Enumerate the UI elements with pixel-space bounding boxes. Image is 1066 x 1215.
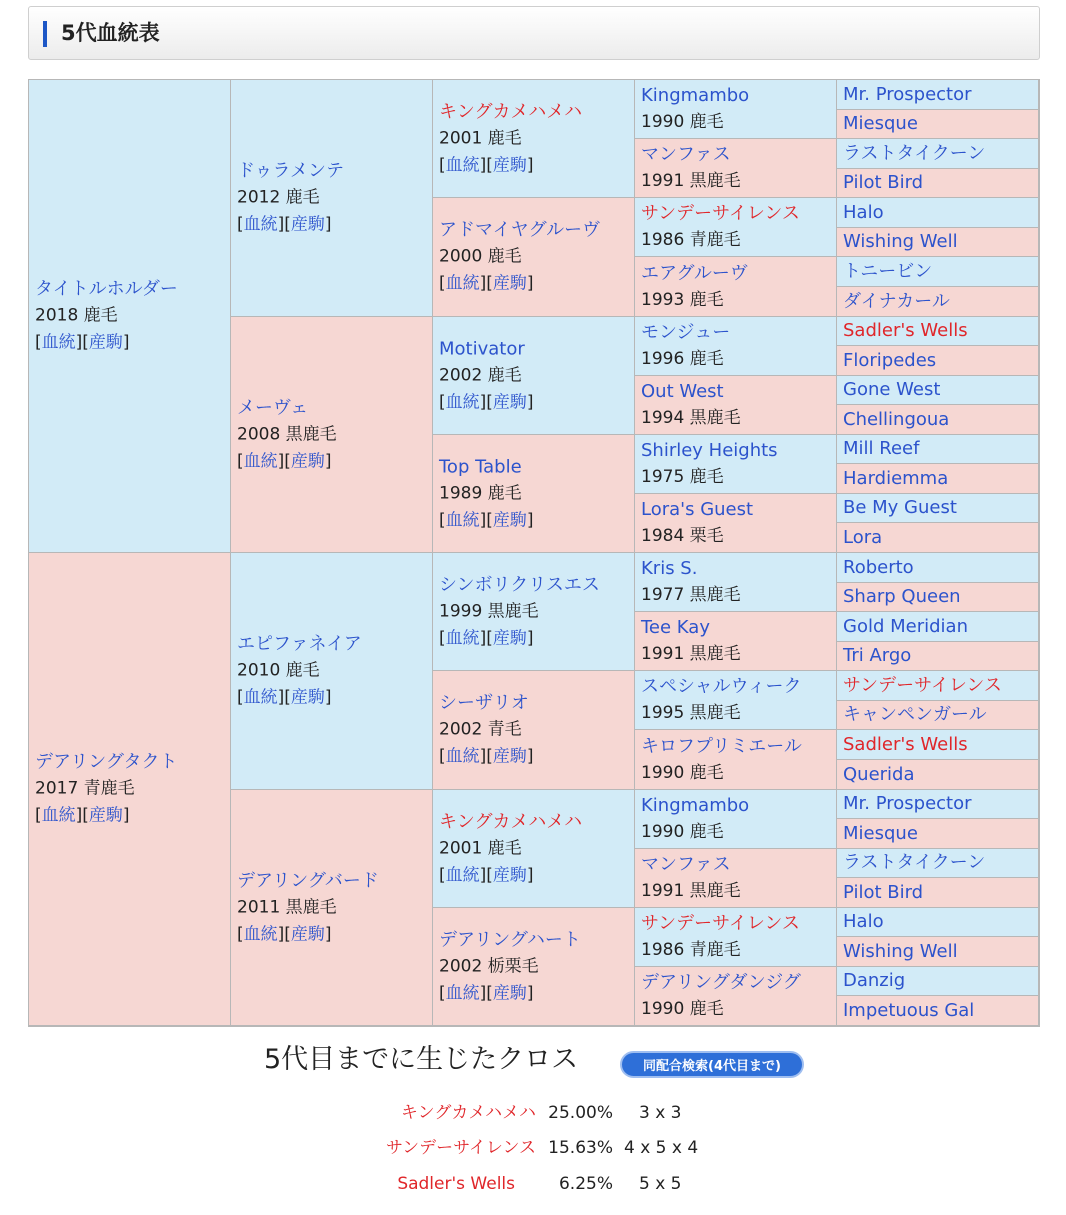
horse-entry xyxy=(35,276,226,357)
pedigree-cell xyxy=(837,553,1039,583)
horse-name-link[interactable]: タイトルホルダー xyxy=(35,278,178,300)
horse-name-link[interactable]: Roberto xyxy=(843,556,914,578)
pedigree-cell xyxy=(837,139,1039,169)
section-header xyxy=(28,6,1040,60)
horse-name-link[interactable]: Be My Guest xyxy=(843,497,957,518)
horse-entry xyxy=(843,113,1034,135)
pedigree-cell xyxy=(837,583,1039,612)
pedigree-cell xyxy=(837,996,1039,1026)
horse-name-link[interactable]: Querida xyxy=(843,763,915,785)
horse-entry xyxy=(843,202,1034,224)
horse-birth-info: 2002 鹿毛 xyxy=(439,365,522,385)
horse-name-link[interactable]: Hardiemma xyxy=(843,467,949,489)
pedigree-cell xyxy=(837,908,1039,937)
horse-entry xyxy=(843,468,1034,490)
horse-name-link[interactable]: アドマイヤグルーヴ xyxy=(439,219,601,241)
horse-entry xyxy=(843,882,1034,904)
horse-name-link[interactable]: Sharp Queen xyxy=(843,586,961,607)
horse-birth-info: 2008 黒鹿毛 xyxy=(237,424,337,444)
horse-name-link[interactable]: Mr. Prospector xyxy=(843,83,972,105)
cross-horse-name[interactable]: キングカメハメハ xyxy=(400,1103,536,1123)
horse-name-link[interactable]: Pilot Bird xyxy=(843,881,924,903)
horse-name-link[interactable]: シンボリクリスエス xyxy=(439,574,600,595)
pedigree-cell xyxy=(29,80,231,553)
horse-entry xyxy=(439,808,630,889)
horse-name-link[interactable]: キロフプリミエール xyxy=(641,735,802,757)
horse-birth-info: 1996 鹿毛 xyxy=(641,349,724,369)
horse-name-link[interactable]: Wishing Well xyxy=(843,231,958,252)
horse-name-link[interactable]: キングカメハメハ xyxy=(439,101,583,122)
horse-name-link[interactable]: キャンペンガール xyxy=(843,704,987,725)
progeny-link[interactable]: 産駒 xyxy=(290,687,325,708)
horse-birth-info: 2002 栃栗毛 xyxy=(439,956,539,976)
cross-row xyxy=(0,1100,1066,1126)
pedigree-cell xyxy=(837,494,1039,523)
horse-entry xyxy=(641,911,832,963)
pedigree-cell xyxy=(635,553,837,612)
pedigree-cell xyxy=(635,139,837,198)
horse-name-link[interactable]: Mill Reef xyxy=(843,438,920,459)
pedigree-cell xyxy=(837,671,1039,701)
horse-entry xyxy=(641,615,832,667)
horse-entry xyxy=(843,1000,1034,1022)
pedigree-cell xyxy=(837,110,1039,139)
horse-entry xyxy=(843,527,1034,549)
pedigree-link[interactable]: 血統 xyxy=(243,451,278,471)
horse-entry xyxy=(843,409,1034,431)
progeny-link[interactable]: 産駒 xyxy=(88,332,123,353)
horse-entry xyxy=(843,586,1034,608)
horse-entry xyxy=(843,645,1034,667)
horse-birth-info: 2001 鹿毛 xyxy=(439,128,522,148)
progeny-link[interactable]: 産駒 xyxy=(492,983,527,1003)
pedigree-link[interactable]: 血統 xyxy=(445,510,480,530)
horse-entry xyxy=(641,379,832,431)
horse-entry xyxy=(843,557,1034,579)
pedigree-link[interactable]: 血統 xyxy=(445,392,480,412)
horse-links: [血統][産駒] xyxy=(439,510,534,530)
pedigree-cell xyxy=(837,287,1039,317)
horse-name-link[interactable]: エピファネイア xyxy=(237,633,362,655)
pedigree-cell xyxy=(635,612,837,671)
pedigree-cell xyxy=(231,317,433,553)
pedigree-link[interactable]: 血統 xyxy=(243,214,278,235)
pedigree-cell xyxy=(635,317,837,376)
horse-name-link[interactable]: Sadler's Wells xyxy=(843,320,968,341)
progeny-link[interactable]: 産駒 xyxy=(492,273,527,294)
horse-birth-info: 1986 青鹿毛 xyxy=(641,940,741,960)
pedigree-link[interactable]: 血統 xyxy=(445,273,480,294)
cross-generations: 3 x 3 xyxy=(639,1103,682,1123)
pedigree-link[interactable]: 血統 xyxy=(243,687,278,708)
pedigree-cell xyxy=(433,671,635,790)
progeny-link[interactable]: 産駒 xyxy=(492,746,527,767)
pedigree-cell xyxy=(433,435,635,553)
progeny-link[interactable]: 産駒 xyxy=(88,805,123,826)
horse-entry xyxy=(641,320,832,372)
horse-entry xyxy=(641,261,832,313)
horse-entry xyxy=(641,556,832,608)
pedigree-link[interactable]: 血統 xyxy=(445,628,480,648)
progeny-link[interactable]: 産駒 xyxy=(492,155,527,175)
horse-birth-info: 1990 鹿毛 xyxy=(641,822,724,842)
cross-horse-name[interactable]: サンデーサイレンス xyxy=(385,1138,536,1158)
horse-links: [血統][産駒] xyxy=(439,628,534,648)
horse-name-link[interactable]: メーヴェ xyxy=(237,397,309,418)
cross-percent: 15.63% xyxy=(548,1138,613,1158)
progeny-link[interactable]: 産駒 xyxy=(492,392,527,412)
pedigree-cell xyxy=(635,908,837,967)
horse-birth-info: 1994 黒鹿毛 xyxy=(641,408,741,428)
horse-name-link[interactable]: Sadler's Wells xyxy=(843,733,968,755)
pedigree-link[interactable]: 血統 xyxy=(41,805,76,826)
header-accent-bar xyxy=(43,21,47,47)
horse-entry xyxy=(641,734,832,786)
horse-name-link[interactable]: Pilot Bird xyxy=(843,172,924,193)
pedigree-cell xyxy=(837,730,1039,760)
horse-links: [血統][産駒] xyxy=(237,924,332,944)
pedigree-cell xyxy=(837,967,1039,996)
horse-name-link[interactable]: Tee Kay xyxy=(641,617,710,638)
horse-name-link[interactable]: マンファス xyxy=(641,144,731,165)
horse-links: [血統][産駒] xyxy=(35,805,130,826)
pedigree-link[interactable]: 血統 xyxy=(445,983,480,1003)
horse-entry xyxy=(641,852,832,904)
horse-birth-info: 1991 黒鹿毛 xyxy=(641,644,741,664)
progeny-link[interactable]: 産駒 xyxy=(492,510,527,530)
pedigree-cell xyxy=(837,228,1039,257)
horse-links: [血統][産駒] xyxy=(237,687,332,708)
horse-links: [血統][産駒] xyxy=(439,983,534,1003)
horse-name-link[interactable]: サンデーサイレンス xyxy=(843,674,1002,696)
horse-entry xyxy=(641,497,832,549)
horse-birth-info: 2000 鹿毛 xyxy=(439,246,522,267)
horse-birth-info: 1990 鹿毛 xyxy=(641,999,724,1019)
cross-row xyxy=(0,1171,1066,1197)
horse-entry xyxy=(641,142,832,194)
pedigree-cell xyxy=(433,80,635,198)
pedigree-cell xyxy=(635,967,837,1026)
horse-links: [血統][産駒] xyxy=(237,214,332,235)
horse-entry xyxy=(439,926,630,1007)
horse-birth-info: 1986 青鹿毛 xyxy=(641,230,741,250)
progeny-link[interactable]: 産駒 xyxy=(290,451,325,471)
horse-links: [血統][産駒] xyxy=(439,865,534,885)
horse-links: [血統][産駒] xyxy=(439,155,534,175)
horse-name-link[interactable]: Miesque xyxy=(843,113,918,134)
horse-entry xyxy=(237,158,428,239)
horse-entry xyxy=(843,438,1034,460)
horse-birth-info: 2018 鹿毛 xyxy=(35,305,118,326)
cross-section-title: 5代目までに生じたクロス xyxy=(264,1044,579,1075)
pedigree-cell xyxy=(433,317,635,435)
horse-name-link[interactable]: ドゥラメンテ xyxy=(237,160,345,182)
pedigree-cell xyxy=(635,671,837,730)
horse-entry xyxy=(843,497,1034,519)
horse-entry xyxy=(439,690,630,771)
horse-entry xyxy=(439,453,630,534)
horse-name-link[interactable]: Miesque xyxy=(843,822,918,844)
pedigree-cell xyxy=(635,435,837,494)
horse-name-link[interactable]: Lora xyxy=(843,526,883,548)
horse-birth-info: 1975 鹿毛 xyxy=(641,467,724,487)
horse-name-link[interactable]: デアリングバード xyxy=(237,870,379,891)
horse-links: [血統][産駒] xyxy=(439,746,534,767)
pedigree-cell xyxy=(837,169,1039,198)
horse-name-link[interactable]: スペシャルウィーク xyxy=(641,676,802,697)
pedigree-cell xyxy=(837,405,1039,435)
pedigree-cell xyxy=(837,612,1039,642)
pedigree-cell xyxy=(231,553,433,790)
cross-percent: 6.25% xyxy=(558,1174,613,1194)
section-title: 5代血統表 xyxy=(61,21,160,45)
horse-name-link[interactable]: Impetuous Gal xyxy=(843,999,975,1021)
pedigree-cell xyxy=(29,553,231,1026)
same-mating-search-button[interactable]: 同配合検索(4代目まで) xyxy=(620,1051,804,1078)
horse-entry xyxy=(439,335,630,416)
progeny-link[interactable]: 産駒 xyxy=(290,924,325,944)
cross-row xyxy=(0,1135,1066,1161)
horse-entry xyxy=(237,394,428,475)
horse-name-link[interactable]: モンジュー xyxy=(641,322,731,343)
pedigree-cell xyxy=(635,849,837,908)
pedigree-cell xyxy=(433,553,635,671)
pedigree-link[interactable]: 血統 xyxy=(445,865,480,885)
horse-birth-info: 1995 黒鹿毛 xyxy=(641,703,741,723)
horse-name-link[interactable]: Wishing Well xyxy=(843,940,958,962)
pedigree-cell xyxy=(635,257,837,317)
horse-name-link[interactable]: Kris S. xyxy=(641,558,698,579)
pedigree-cell xyxy=(837,464,1039,494)
horse-entry xyxy=(843,350,1034,372)
horse-name-link[interactable]: Out West xyxy=(641,381,724,402)
horse-birth-info: 1990 鹿毛 xyxy=(641,762,724,783)
horse-name-link[interactable]: Top Table xyxy=(439,456,522,477)
horse-birth-info: 1991 黒鹿毛 xyxy=(641,881,741,901)
cross-percent: 25.00% xyxy=(548,1103,613,1123)
horse-name-link[interactable]: Halo xyxy=(843,911,884,932)
horse-name-link[interactable]: デアリングハート xyxy=(439,929,581,950)
horse-name-link[interactable]: デアリングタクト xyxy=(35,751,178,773)
horse-entry xyxy=(843,84,1034,106)
horse-name-link[interactable]: Tri Argo xyxy=(843,645,912,666)
horse-links: [血統][産駒] xyxy=(35,332,130,353)
horse-name-link[interactable]: マンファス xyxy=(641,854,731,875)
horse-name-link[interactable]: Danzig xyxy=(843,970,906,991)
horse-entry xyxy=(843,379,1034,401)
pedigree-cell xyxy=(635,494,837,553)
pedigree-cell xyxy=(837,523,1039,553)
cross-generations: 4 x 5 x 4 xyxy=(624,1138,699,1158)
horse-name-link[interactable]: キングカメハメハ xyxy=(439,811,583,832)
horse-name-link[interactable]: Motivator xyxy=(439,338,525,359)
horse-entry xyxy=(843,823,1034,845)
horse-birth-info: 2017 青鹿毛 xyxy=(35,778,135,799)
horse-entry xyxy=(843,675,1034,697)
pedigree-cell xyxy=(837,317,1039,346)
horse-entry xyxy=(641,970,832,1022)
pedigree-link[interactable]: 血統 xyxy=(243,924,278,944)
horse-birth-info: 1977 黒鹿毛 xyxy=(641,585,741,605)
pedigree-cell xyxy=(433,198,635,317)
pedigree-cell xyxy=(837,257,1039,287)
pedigree-cell xyxy=(837,376,1039,405)
horse-name-link[interactable]: ダイナカール xyxy=(843,290,950,312)
pedigree-cell xyxy=(837,435,1039,464)
horse-entry xyxy=(843,970,1034,992)
pedigree-link[interactable]: 血統 xyxy=(445,155,480,175)
horse-name-link[interactable]: Kingmambo xyxy=(641,795,750,816)
horse-entry xyxy=(843,616,1034,638)
horse-birth-info: 1993 鹿毛 xyxy=(641,289,724,310)
horse-name-link[interactable]: Shirley Heights xyxy=(641,440,778,461)
horse-entry xyxy=(237,867,428,948)
cross-horse-name[interactable]: Sadler's Wells xyxy=(397,1174,515,1194)
pedigree-cell xyxy=(231,790,433,1026)
pedigree-cell xyxy=(837,198,1039,228)
horse-entry xyxy=(641,201,832,253)
horse-birth-info: 1989 鹿毛 xyxy=(439,483,522,503)
pedigree-cell xyxy=(635,198,837,257)
horse-name-link[interactable]: Kingmambo xyxy=(641,85,750,106)
horse-entry xyxy=(439,217,630,298)
pedigree-cell xyxy=(837,937,1039,967)
horse-entry xyxy=(843,764,1034,786)
horse-name-link[interactable]: ラストタイクーン xyxy=(843,142,986,164)
horse-birth-info: 2012 鹿毛 xyxy=(237,187,320,208)
horse-entry xyxy=(237,631,428,712)
pedigree-link[interactable]: 血統 xyxy=(445,746,480,767)
horse-entry xyxy=(843,143,1034,165)
horse-name-link[interactable]: トニービン xyxy=(843,260,933,282)
horse-birth-info: 1991 黒鹿毛 xyxy=(641,171,741,191)
horse-entry xyxy=(843,734,1034,756)
pedigree-cell xyxy=(837,701,1039,730)
pedigree-cell xyxy=(837,819,1039,849)
horse-entry xyxy=(843,941,1034,963)
horse-entry xyxy=(641,83,832,135)
horse-birth-info: 1990 鹿毛 xyxy=(641,112,724,132)
horse-birth-info: 2011 黒鹿毛 xyxy=(237,897,337,917)
cross-generations: 5 x 5 xyxy=(639,1174,682,1194)
progeny-link[interactable]: 産駒 xyxy=(290,214,325,235)
horse-name-link[interactable]: Floripedes xyxy=(843,349,937,371)
horse-name-link[interactable]: エアグルーヴ xyxy=(641,262,748,284)
horse-name-link[interactable]: Mr. Prospector xyxy=(843,793,972,814)
horse-links: [血統][産駒] xyxy=(439,392,534,412)
horse-name-link[interactable]: サンデーサイレンス xyxy=(641,913,800,934)
horse-entry xyxy=(439,98,630,179)
horse-entry xyxy=(843,231,1034,253)
horse-birth-info: 1984 栗毛 xyxy=(641,526,724,546)
pedigree-cell xyxy=(635,80,837,139)
horse-entry xyxy=(439,571,630,652)
horse-entry xyxy=(641,438,832,490)
horse-entry xyxy=(843,320,1034,342)
horse-entry xyxy=(843,291,1034,313)
horse-entry xyxy=(641,793,832,845)
horse-entry xyxy=(843,911,1034,933)
pedigree-cell xyxy=(433,908,635,1026)
horse-name-link[interactable]: Halo xyxy=(843,201,884,223)
horse-entry xyxy=(843,852,1034,874)
progeny-link[interactable]: 産駒 xyxy=(492,628,527,648)
pedigree-cell xyxy=(837,790,1039,819)
pedigree-cell xyxy=(635,376,837,435)
pedigree-table xyxy=(28,79,1040,1027)
pedigree-cell xyxy=(231,80,433,317)
pedigree-cell xyxy=(635,790,837,849)
horse-entry xyxy=(35,749,226,830)
pedigree-link[interactable]: 血統 xyxy=(41,332,76,353)
horse-birth-info: 2001 鹿毛 xyxy=(439,838,522,858)
pedigree-cell xyxy=(837,878,1039,908)
pedigree-cell xyxy=(433,790,635,908)
horse-birth-info: 2010 鹿毛 xyxy=(237,660,320,681)
horse-entry xyxy=(843,704,1034,726)
horse-name-link[interactable]: ラストタイクーン xyxy=(843,852,986,873)
pedigree-cell xyxy=(635,730,837,790)
pedigree-cell xyxy=(837,642,1039,671)
horse-name-link[interactable]: Gold Meridian xyxy=(843,615,968,637)
pedigree-cell xyxy=(837,346,1039,376)
horse-birth-info: 2002 青毛 xyxy=(439,719,522,740)
horse-entry xyxy=(641,674,832,726)
horse-entry xyxy=(843,172,1034,194)
horse-entry xyxy=(843,261,1034,283)
horse-name-link[interactable]: Lora's Guest xyxy=(641,499,754,520)
pedigree-cell xyxy=(837,80,1039,110)
pedigree-cell xyxy=(837,760,1039,790)
progeny-link[interactable]: 産駒 xyxy=(492,865,527,885)
horse-links: [血統][産駒] xyxy=(237,451,332,471)
horse-name-link[interactable]: Chellingoua xyxy=(843,408,950,430)
horse-name-link[interactable]: サンデーサイレンス xyxy=(641,203,800,224)
horse-birth-info: 1999 黒鹿毛 xyxy=(439,601,539,621)
horse-name-link[interactable]: Gone West xyxy=(843,379,941,400)
horse-entry xyxy=(843,793,1034,815)
horse-name-link[interactable]: デアリングダンジグ xyxy=(641,972,801,993)
horse-links: [血統][産駒] xyxy=(439,273,534,294)
horse-name-link[interactable]: シーザリオ xyxy=(439,692,529,714)
pedigree-cell xyxy=(837,849,1039,878)
